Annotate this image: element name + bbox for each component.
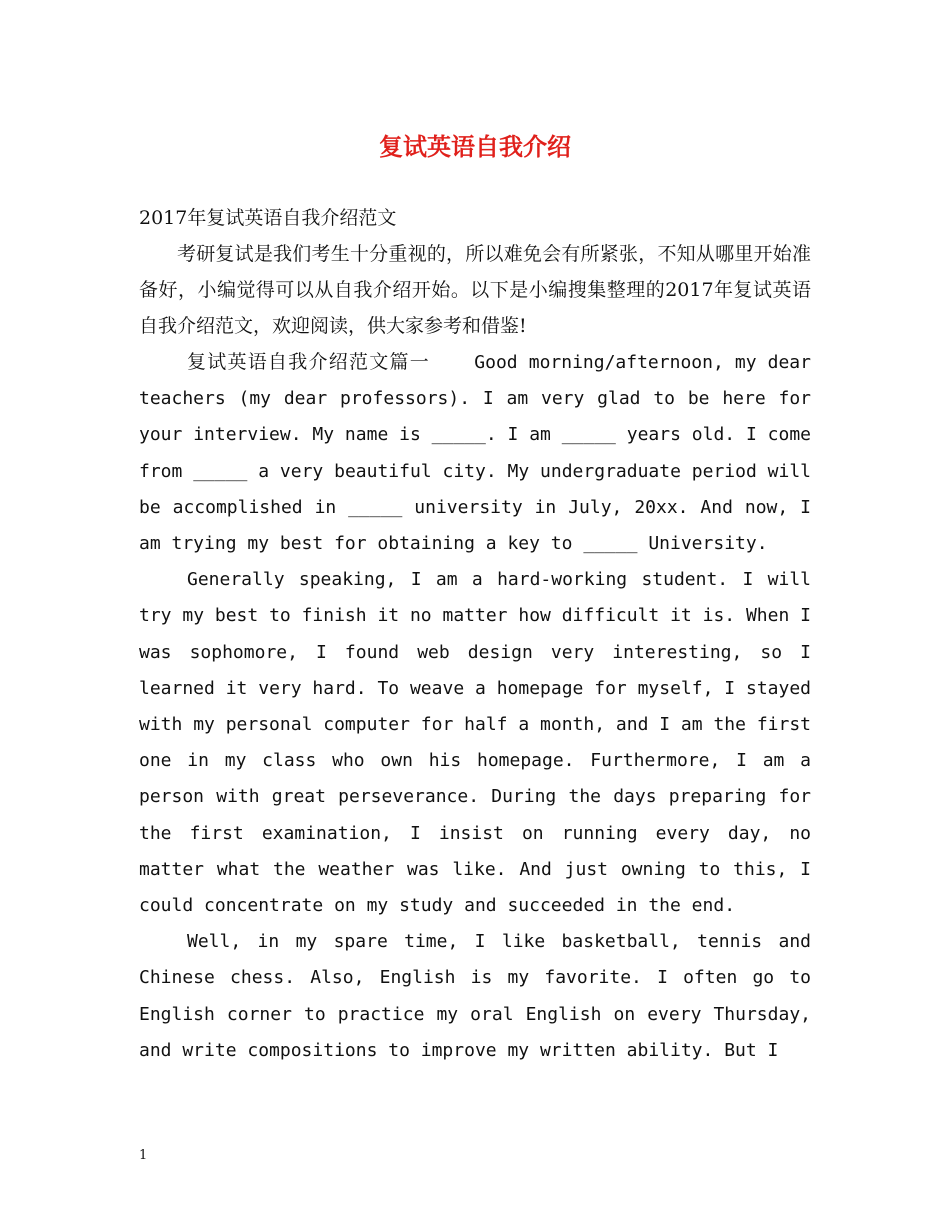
document-body <box>139 200 811 1069</box>
sample-paragraph-2: Generally speaking, I am a hard-working student. I will try my best to finish it no matter how difficult it is. When I was sophomore, I found web design very interesting, so I learned it very hard. To weave a homepage for myself, I stayed with my personal computer for half a month, and I am the first one in my class who own his homepage. Furthermore, I am a person with great perseverance. During the days preparing for the first examination, I insist on running every day, no matter what the weather was like. And just owning to this, I could concentrate on my study and succeeded in the end. <box>139 569 811 917</box>
intro-paragraph: 考研复试是我们考生十分重视的，所以难免会有所紧张，不知从哪里开始准备好，小编觉得可以从自我介绍开始。以下是小编搜集整理的2017年复试英语自我介绍范文，欢迎阅读，供大家参考和借鉴! <box>139 243 811 337</box>
document-subtitle: 2017年复试英语自我介绍范文 <box>139 207 397 229</box>
paragraph-1-text: Good morning/afternoon, my dear teachers (my dear professors). I am very glad to be here for your interview. My name is _____. I am _____ years old. I come from _____ a very beautiful city. My undergraduate period will be accomplished in _____ university in July, 20xx. And now, I am trying my best for obtaining a key to _____ University. <box>139 352 811 555</box>
sample-paragraph-3: Well, in my spare time, I like basketball, tennis and Chinese chess. Also, English is my favorite. I often go to English corner to practice my oral English on every Thursday, and write compositions to improve my written ability. But I <box>139 931 811 1061</box>
page-number: 1 <box>139 1148 148 1163</box>
sample-heading: 复试英语自我介绍范文篇一 <box>187 351 430 373</box>
document-title: 复试英语自我介绍 <box>379 132 571 161</box>
sample-paragraph-1 <box>139 344 811 562</box>
